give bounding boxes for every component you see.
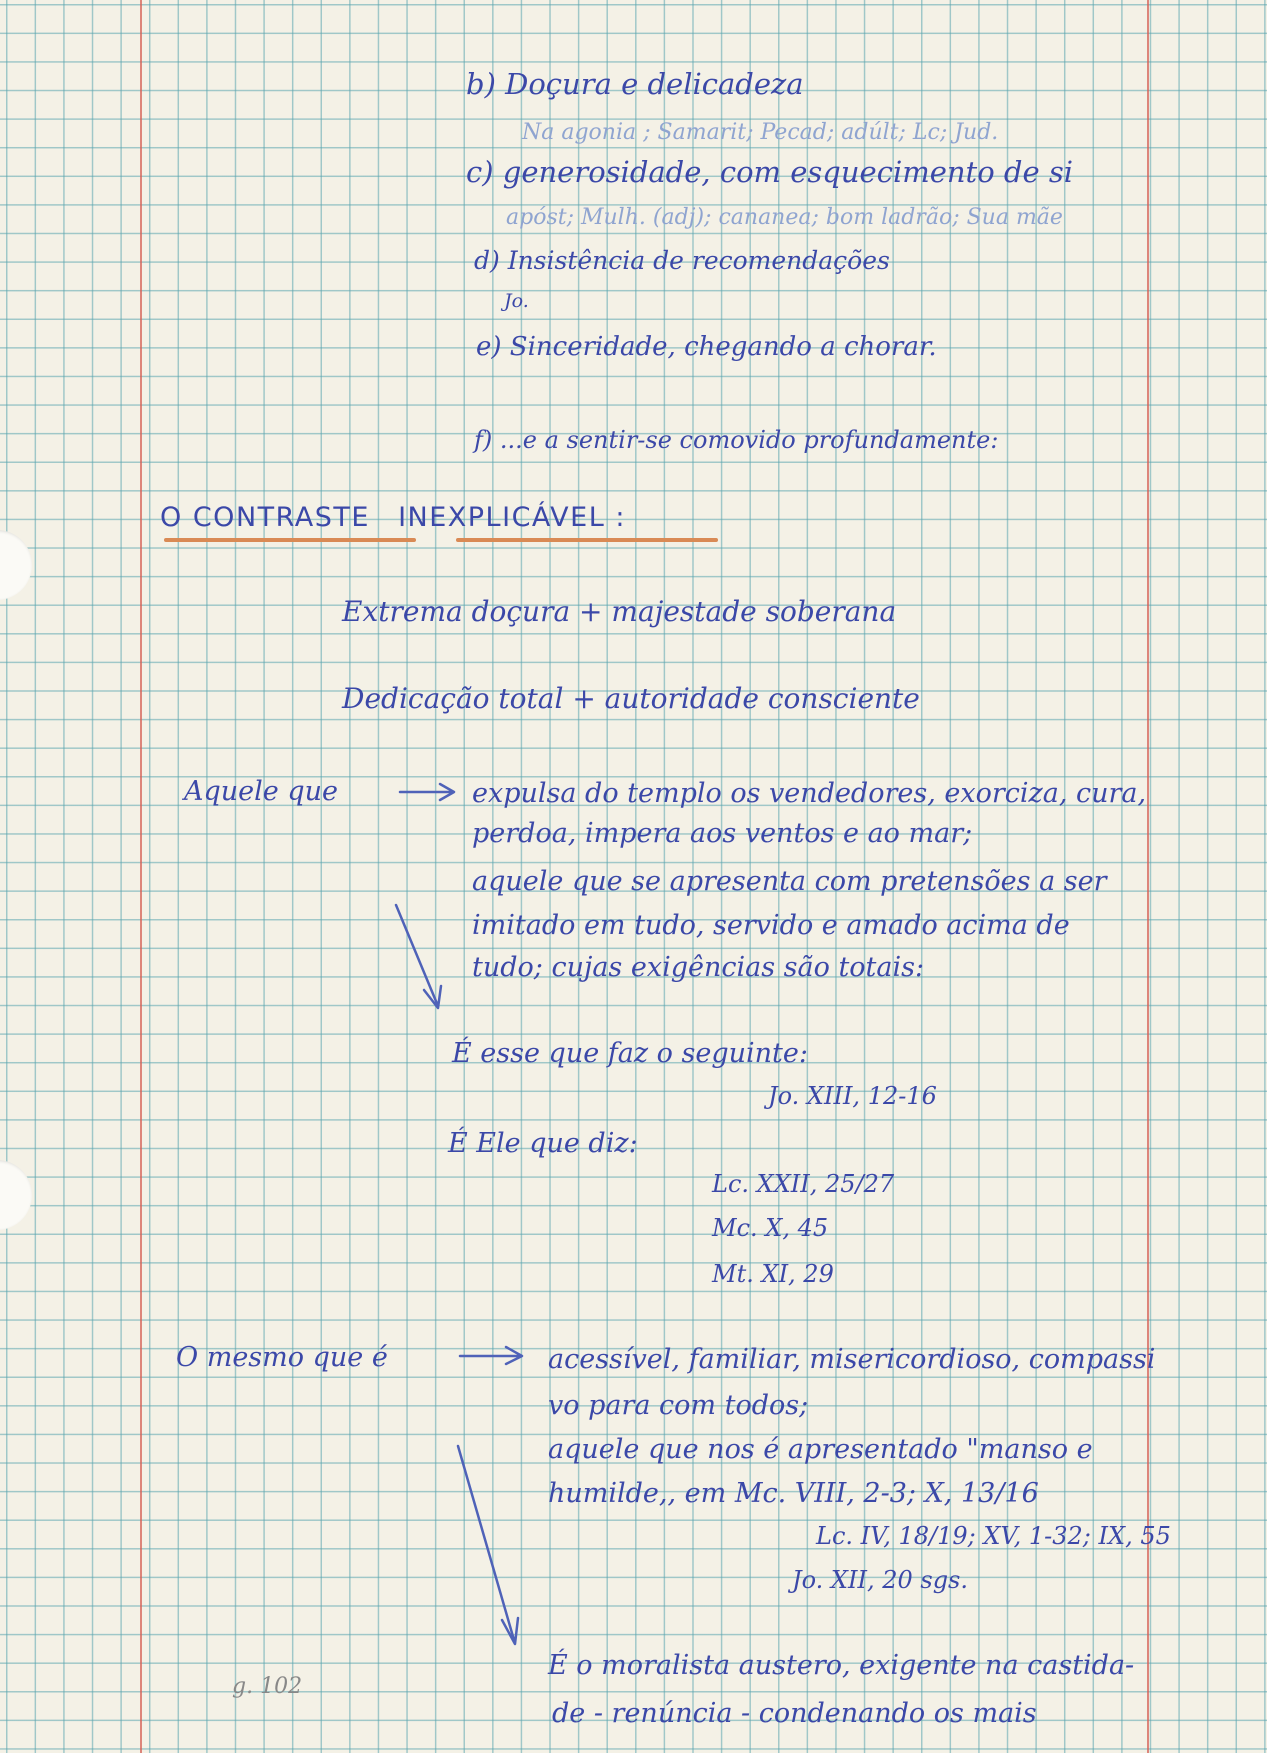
block2-line-3: aquele que nos é apresentado "manso e (548, 1434, 1093, 1465)
block1-follow-2: É Ele que diz: (448, 1128, 638, 1159)
arrow-down-1 (396, 905, 441, 1008)
item-d-ref: Jo. (504, 290, 529, 312)
block2-line-1: acessível, familiar, misericordioso, compassi (548, 1344, 1156, 1375)
heading-part-2: INEXPLICÁVEL : (398, 502, 626, 533)
contrast-line-1: Extrema doçura + majestade soberana (342, 595, 897, 628)
block1-label: Aquele que (184, 776, 338, 807)
item-b: b) Doçura e delicadeza (466, 67, 804, 101)
block1-ref-2c: Mt. XI, 29 (712, 1260, 834, 1288)
item-c-refs: apóst; Mulh. (adj); cananea; bom ladrão; Sua mãe (506, 205, 1063, 230)
block1-line-4: imitado em tudo, servido e amado acima de (472, 910, 1070, 941)
contrast-line-2: Dedicação total + autoridade consciente (342, 682, 920, 715)
block2-label: O mesmo que é (176, 1342, 388, 1373)
block1-ref-2a: Lc. XXII, 25/27 (712, 1170, 895, 1198)
block2-ref-1: Lc. IV, 18/19; XV, 1-32; IX, 55 (816, 1522, 1171, 1550)
heading-part-1: O CONTRASTE (160, 502, 370, 533)
arrow-right-2 (460, 1347, 522, 1364)
page-mark: g. 102 (232, 1674, 303, 1699)
block1-ref-2b: Mc. X, 45 (712, 1214, 829, 1242)
block1-ref-1: Jo. XIII, 12-16 (768, 1082, 937, 1110)
block2-conclusion-2: de - renúncia - condenando os mais (552, 1698, 1037, 1729)
block1-line-5: tudo; cujas exigências são totais: (472, 952, 925, 983)
item-f: f) ...e a sentir-se comovido profundamente: (474, 426, 999, 454)
block2-conclusion-1: É o moralista austero, exigente na castida- (548, 1650, 1135, 1681)
block1-line-2: perdoa, impera aos ventos e ao mar; (472, 818, 973, 849)
block1-follow-1: É esse que faz o seguinte: (452, 1038, 808, 1069)
block1-line-1: expulsa do templo os vendedores, exorciza, cura, (472, 778, 1147, 809)
item-d: d) Insistência de recomendações (474, 246, 890, 275)
block2-ref-2: Jo. XII, 20 sgs. (792, 1566, 969, 1594)
item-e: e) Sinceridade, chegando a chorar. (476, 332, 937, 362)
block1-line-3: aquele que se apresenta com pretensões a ser (472, 866, 1107, 897)
arrow-right-1 (400, 784, 454, 800)
item-c: c) generosidade, com esquecimento de si (466, 155, 1073, 189)
block2-line-2: vo para com todos; (548, 1390, 809, 1421)
block2-line-4: humilde,, em Mc. VIII, 2-3; X, 13/16 (548, 1478, 1039, 1509)
arrow-down-2 (458, 1446, 518, 1644)
item-b-refs: Na agonia ; Samarit; Pecad; adúlt; Lc; Jud. (522, 120, 999, 145)
